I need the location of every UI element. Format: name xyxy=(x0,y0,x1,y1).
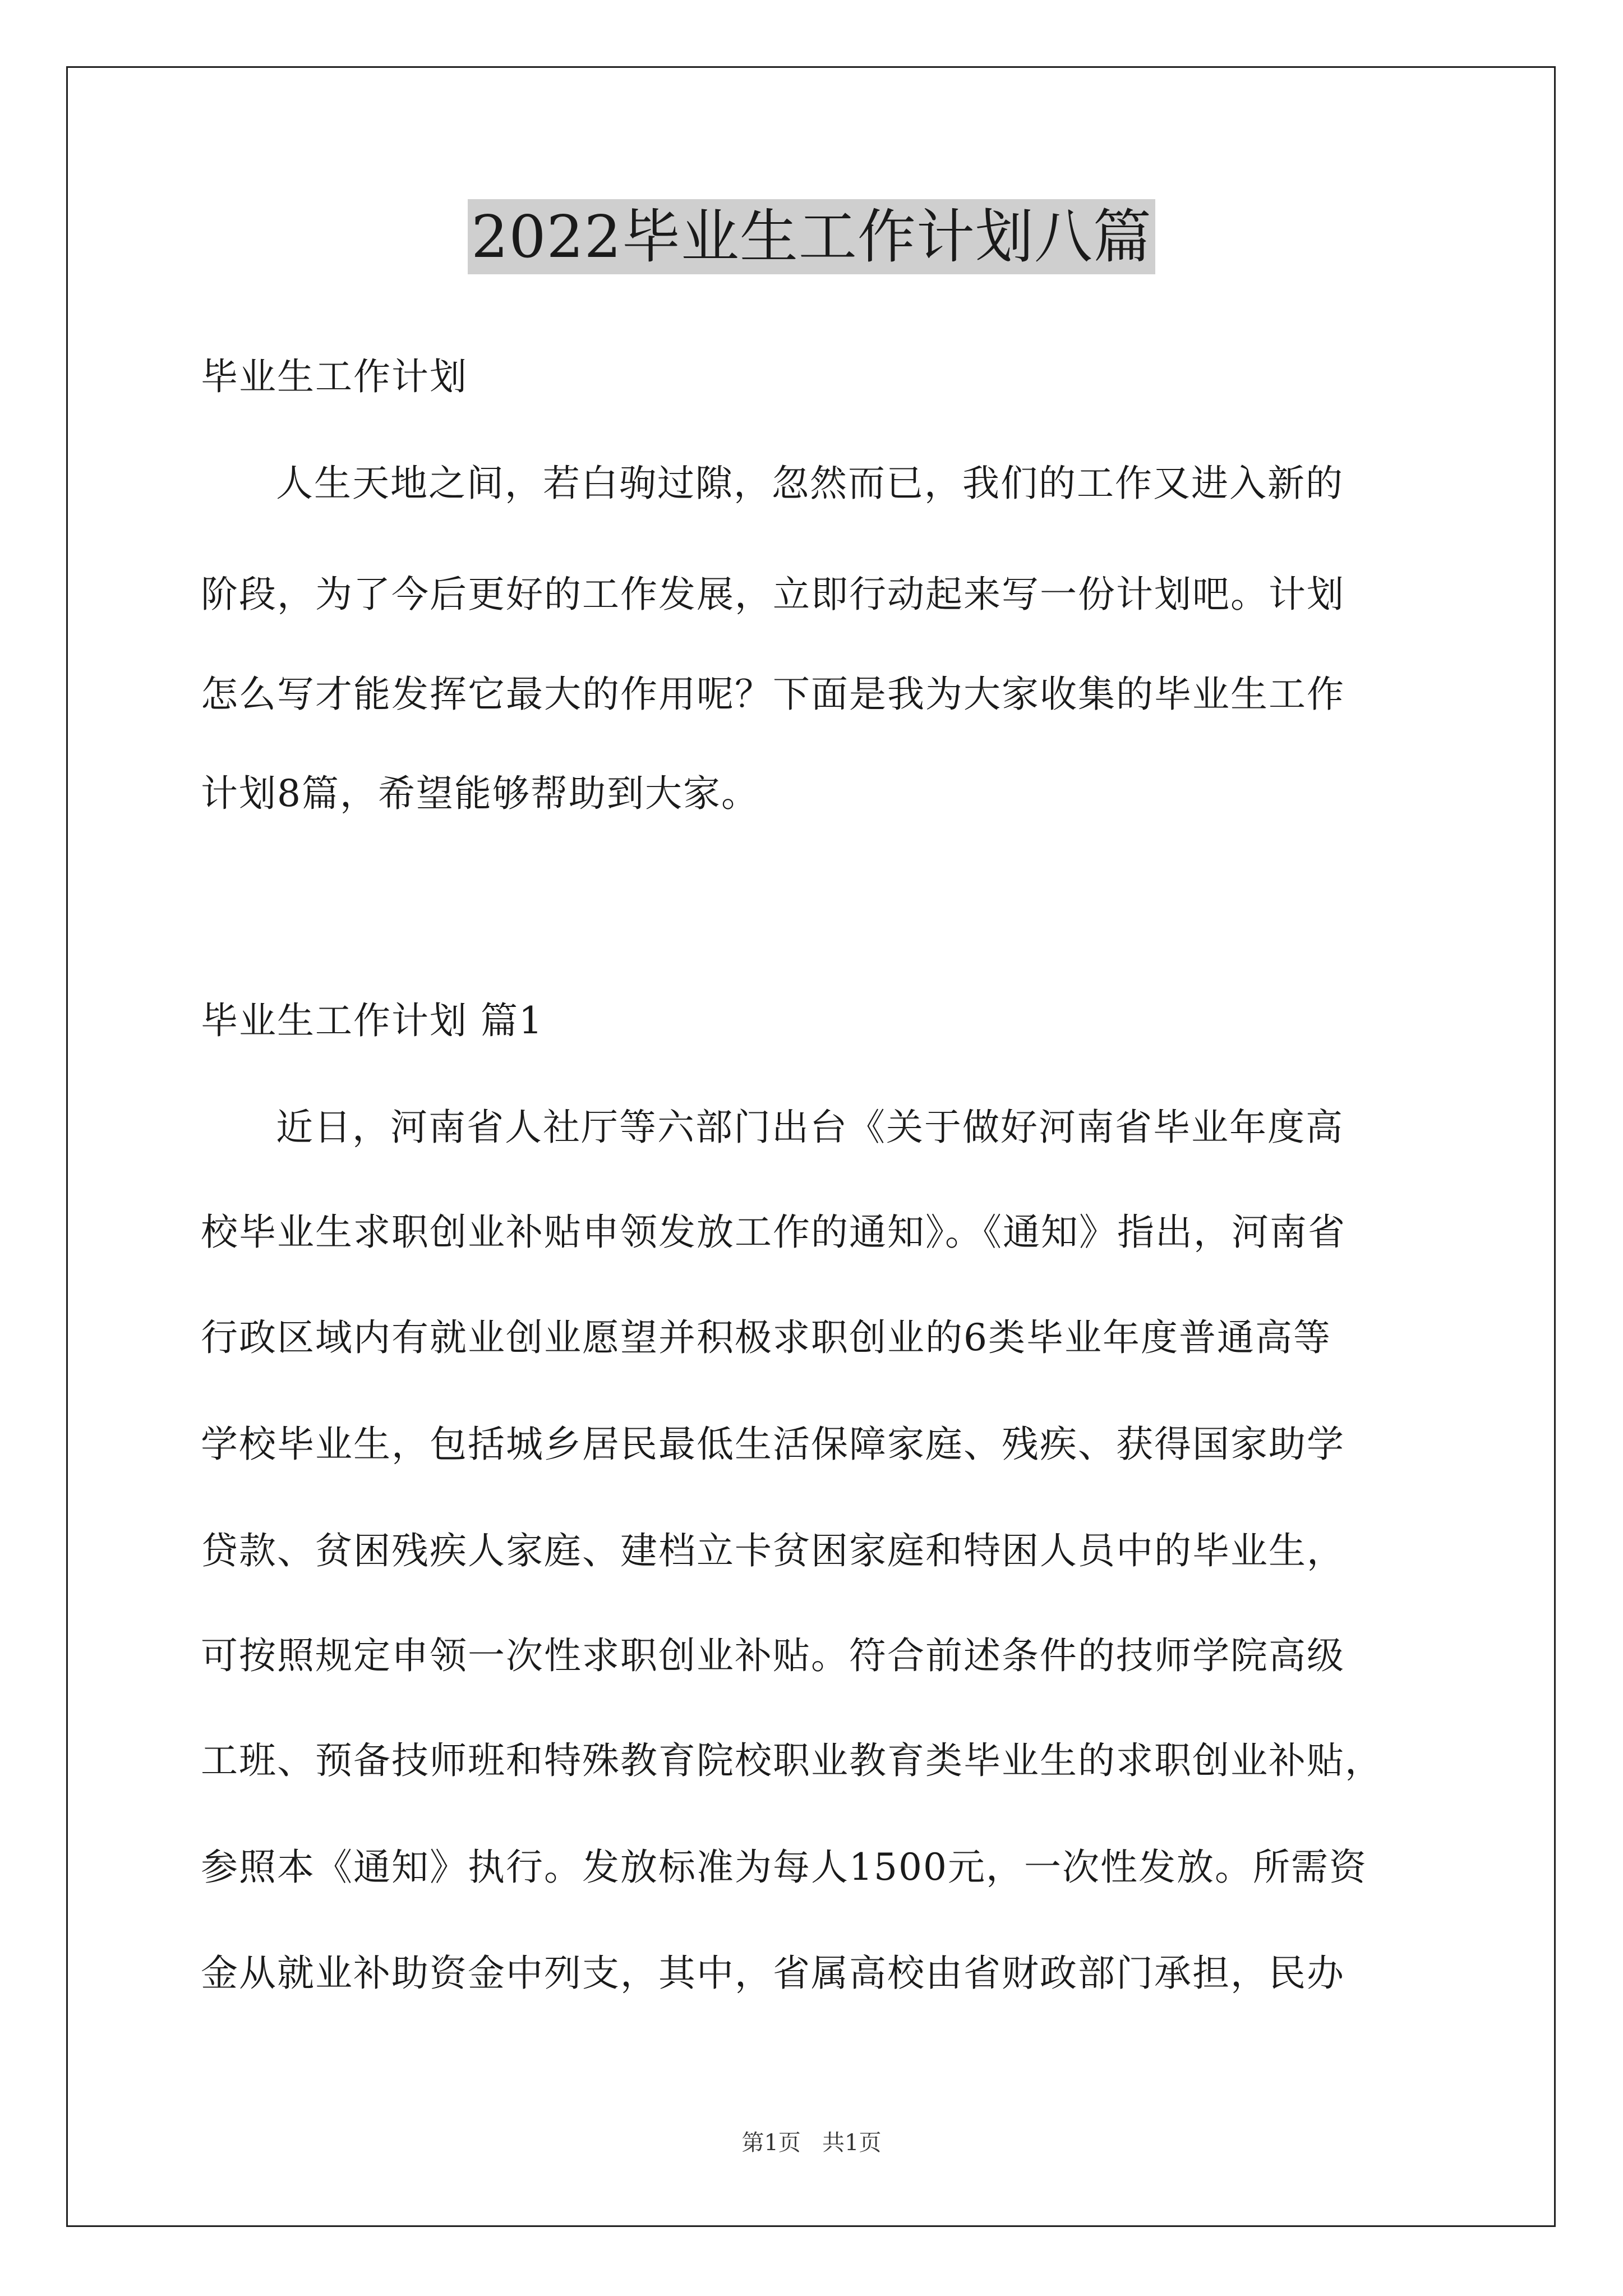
document-title: 2022毕业生工作计划八篇 xyxy=(468,199,1155,274)
body-paragraph-line: 参照本《通知》执行。发放标准为每人1500元，一次性发放。所需资 xyxy=(201,1846,1367,1889)
body-paragraph-line: 近日，河南省人社厅等六部门出台《关于做好河南省毕业年度高 xyxy=(276,1106,1344,1149)
body-paragraph-line: 工班、预备技师班和特殊教育院校职业教育类毕业生的求职创业补贴， xyxy=(201,1739,1383,1782)
body-paragraph-line: 贷款、贫困残疾人家庭、建档立卡贫困家庭和特困人员中的毕业生， xyxy=(201,1529,1345,1572)
body-paragraph-line: 行政区域内有就业创业愿望并积极求职创业的6类毕业年度普通高等 xyxy=(201,1316,1331,1359)
intro-paragraph-line: 怎么写才能发挥它最大的作用呢？下面是我为大家收集的毕业生工作 xyxy=(201,673,1345,716)
body-paragraph-line: 校毕业生求职创业补贴申领发放工作的通知》。《通知》指出，河南省 xyxy=(201,1211,1346,1254)
body-paragraph-line: 金从就业补助资金中列支，其中，省属高校由省财政部门承担，民办 xyxy=(201,1952,1345,1995)
body-paragraph-line: 可按照规定申领一次性求职创业补贴。符合前述条件的技师学院高级 xyxy=(201,1634,1345,1677)
intro-paragraph-line: 人生天地之间，若白驹过隙，忽然而已，我们的工作又进入新的 xyxy=(276,462,1344,505)
intro-paragraph-line: 阶段，为了今后更好的工作发展，立即行动起来写一份计划吧。计划 xyxy=(201,573,1345,616)
intro-paragraph-line: 计划8篇，希望能够帮助到大家。 xyxy=(201,772,759,815)
intro-heading: 毕业生工作计划 xyxy=(201,355,468,398)
page-footer: 第1页 共1页 xyxy=(741,2130,882,2156)
section-heading: 毕业生工作计划 篇1 xyxy=(201,999,543,1042)
title-container xyxy=(0,199,1623,274)
body-paragraph-line: 学校毕业生，包括城乡居民最低生活保障家庭、残疾、获得国家助学 xyxy=(201,1423,1345,1466)
